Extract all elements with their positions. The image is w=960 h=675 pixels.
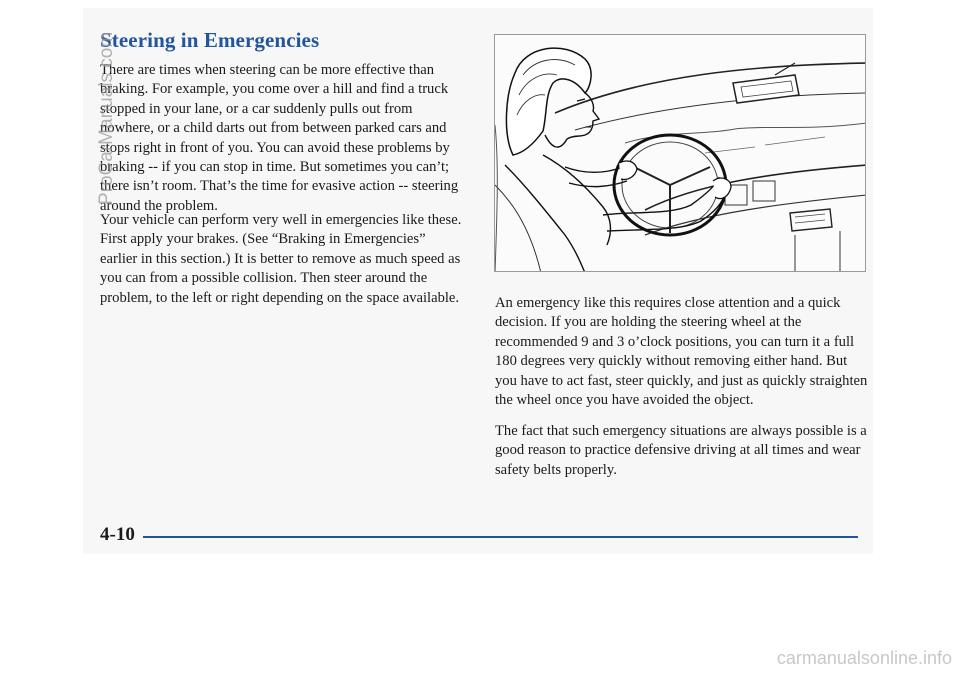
paragraph-defensive-driving: The fact that such emergency situations are always possible is a good reason to practice defensive driving at all times and wear safety belts properly. (495, 423, 867, 478)
footer-rule (143, 536, 858, 538)
page-number: 4-10 (100, 524, 135, 545)
driver-steering-illustration (494, 34, 866, 272)
section-heading: Steering in Emergencies (100, 28, 320, 52)
side-watermark: ProCarManuals.com (96, 31, 117, 205)
paragraph-emergency-decision: An emergency like this requires close attention and a quick decision. If you are holding the steering wheel at the recommended 9 and 3 o’clock positions, you can turn it a full 180 degrees very quickly without removing either hand. But you have to act fast, steer quickly, and just as quickly straighten the wheel once you have avoided the object. (495, 295, 868, 409)
paragraph-steering-intro: There are times when steering can be more effective than braking. For example, you come over a hill and find a truck stopped in your lane, or a car suddenly pulls out from nowhere, or a child darts out from between parked cars and stops right in front of you. You can avoid these problems by braking -- if you can stop in time. But sometimes you can’t; there isn’t room. That’s the time for evasive action -- steering around the problem. (100, 62, 459, 214)
paragraph-vehicle-performance: Your vehicle can perform very well in emergencies like these. First apply your brakes. (See “Braking in Emergencies” earlier in this section.) It is better to remove as much speed as you can from a possible collision. Then steer around the problem, to the left or right depending on the space available. (100, 212, 462, 306)
driver-illustration-drawing (495, 35, 866, 272)
bottom-watermark: carmanualsonline.info (776, 648, 952, 668)
